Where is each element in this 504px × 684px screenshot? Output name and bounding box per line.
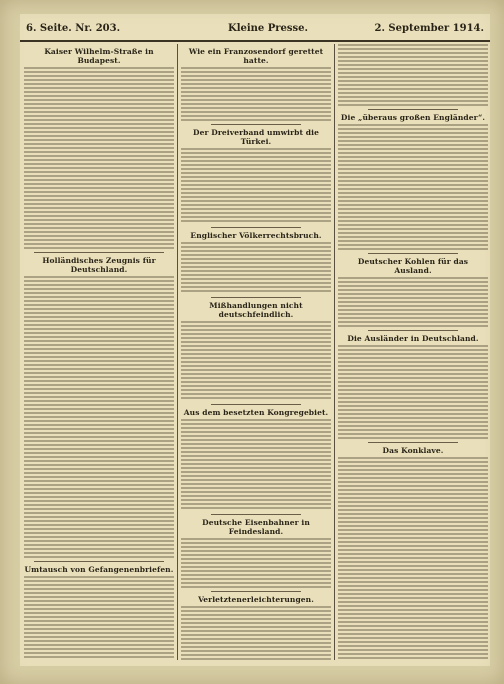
divider	[211, 227, 301, 228]
divider	[368, 330, 458, 331]
article-heading: Deutsche Eisenbahner in Feindesland.	[202, 518, 310, 536]
article-body	[181, 606, 331, 660]
article-body	[181, 538, 331, 588]
article-heading: Holländisches Zeugnis für Deutschland.	[42, 256, 156, 274]
issue-date: 2. September 1914.	[374, 23, 484, 34]
article-body	[338, 124, 488, 250]
article-heading: Der Dreiverband umwirbt die Türkei.	[193, 128, 319, 146]
divider	[211, 591, 301, 592]
divider	[211, 297, 301, 298]
article-heading: Deutscher Kohlen für das Ausland.	[357, 257, 469, 275]
divider	[34, 252, 164, 253]
article-body	[181, 242, 331, 294]
section-title: Kleine Presse.	[228, 23, 309, 34]
article-heading: Kaiser Wilhelm-Straße in Budapest.	[44, 47, 154, 65]
article-body	[181, 148, 331, 224]
column-right	[338, 44, 488, 660]
divider	[368, 442, 458, 443]
article-heading: Englischer Völkerrechtsbruch.	[190, 231, 322, 240]
divider	[211, 404, 301, 405]
column-rule	[334, 44, 335, 660]
article-heading: Verletztenerleichterungen.	[198, 595, 314, 604]
divider	[34, 561, 164, 562]
article-body	[24, 276, 174, 558]
article-body	[338, 277, 488, 327]
article-body	[181, 419, 331, 511]
article-heading: Die Ausländer in Deutschland.	[347, 334, 479, 343]
article-body	[338, 345, 488, 439]
divider	[368, 109, 458, 110]
page-number: 6. Seite. Nr. 203.	[26, 23, 121, 34]
article-body	[181, 67, 331, 121]
masthead	[20, 14, 490, 42]
article-heading: Die „überaus großen Engländer“.	[340, 113, 486, 122]
article-body	[24, 576, 174, 660]
divider	[368, 253, 458, 254]
divider	[211, 514, 301, 515]
newspaper-page	[20, 14, 490, 666]
article-body	[24, 67, 174, 249]
column-rule	[177, 44, 178, 660]
article-heading: Wie ein Franzosendorf gerettet hatte.	[188, 47, 324, 65]
column-middle	[181, 44, 331, 660]
article-body	[338, 44, 488, 106]
article-heading: Mißhandlungen nicht deutschfeindlich.	[209, 301, 303, 319]
divider	[211, 124, 301, 125]
article-body	[181, 321, 331, 401]
article-body	[338, 457, 488, 660]
column-left	[24, 44, 174, 660]
article-heading: Aus dem besetzten Kongregebiet.	[183, 408, 329, 417]
article-heading: Das Konklave.	[382, 446, 444, 455]
article-heading: Umtausch von Gefangenenbriefen.	[24, 565, 174, 574]
